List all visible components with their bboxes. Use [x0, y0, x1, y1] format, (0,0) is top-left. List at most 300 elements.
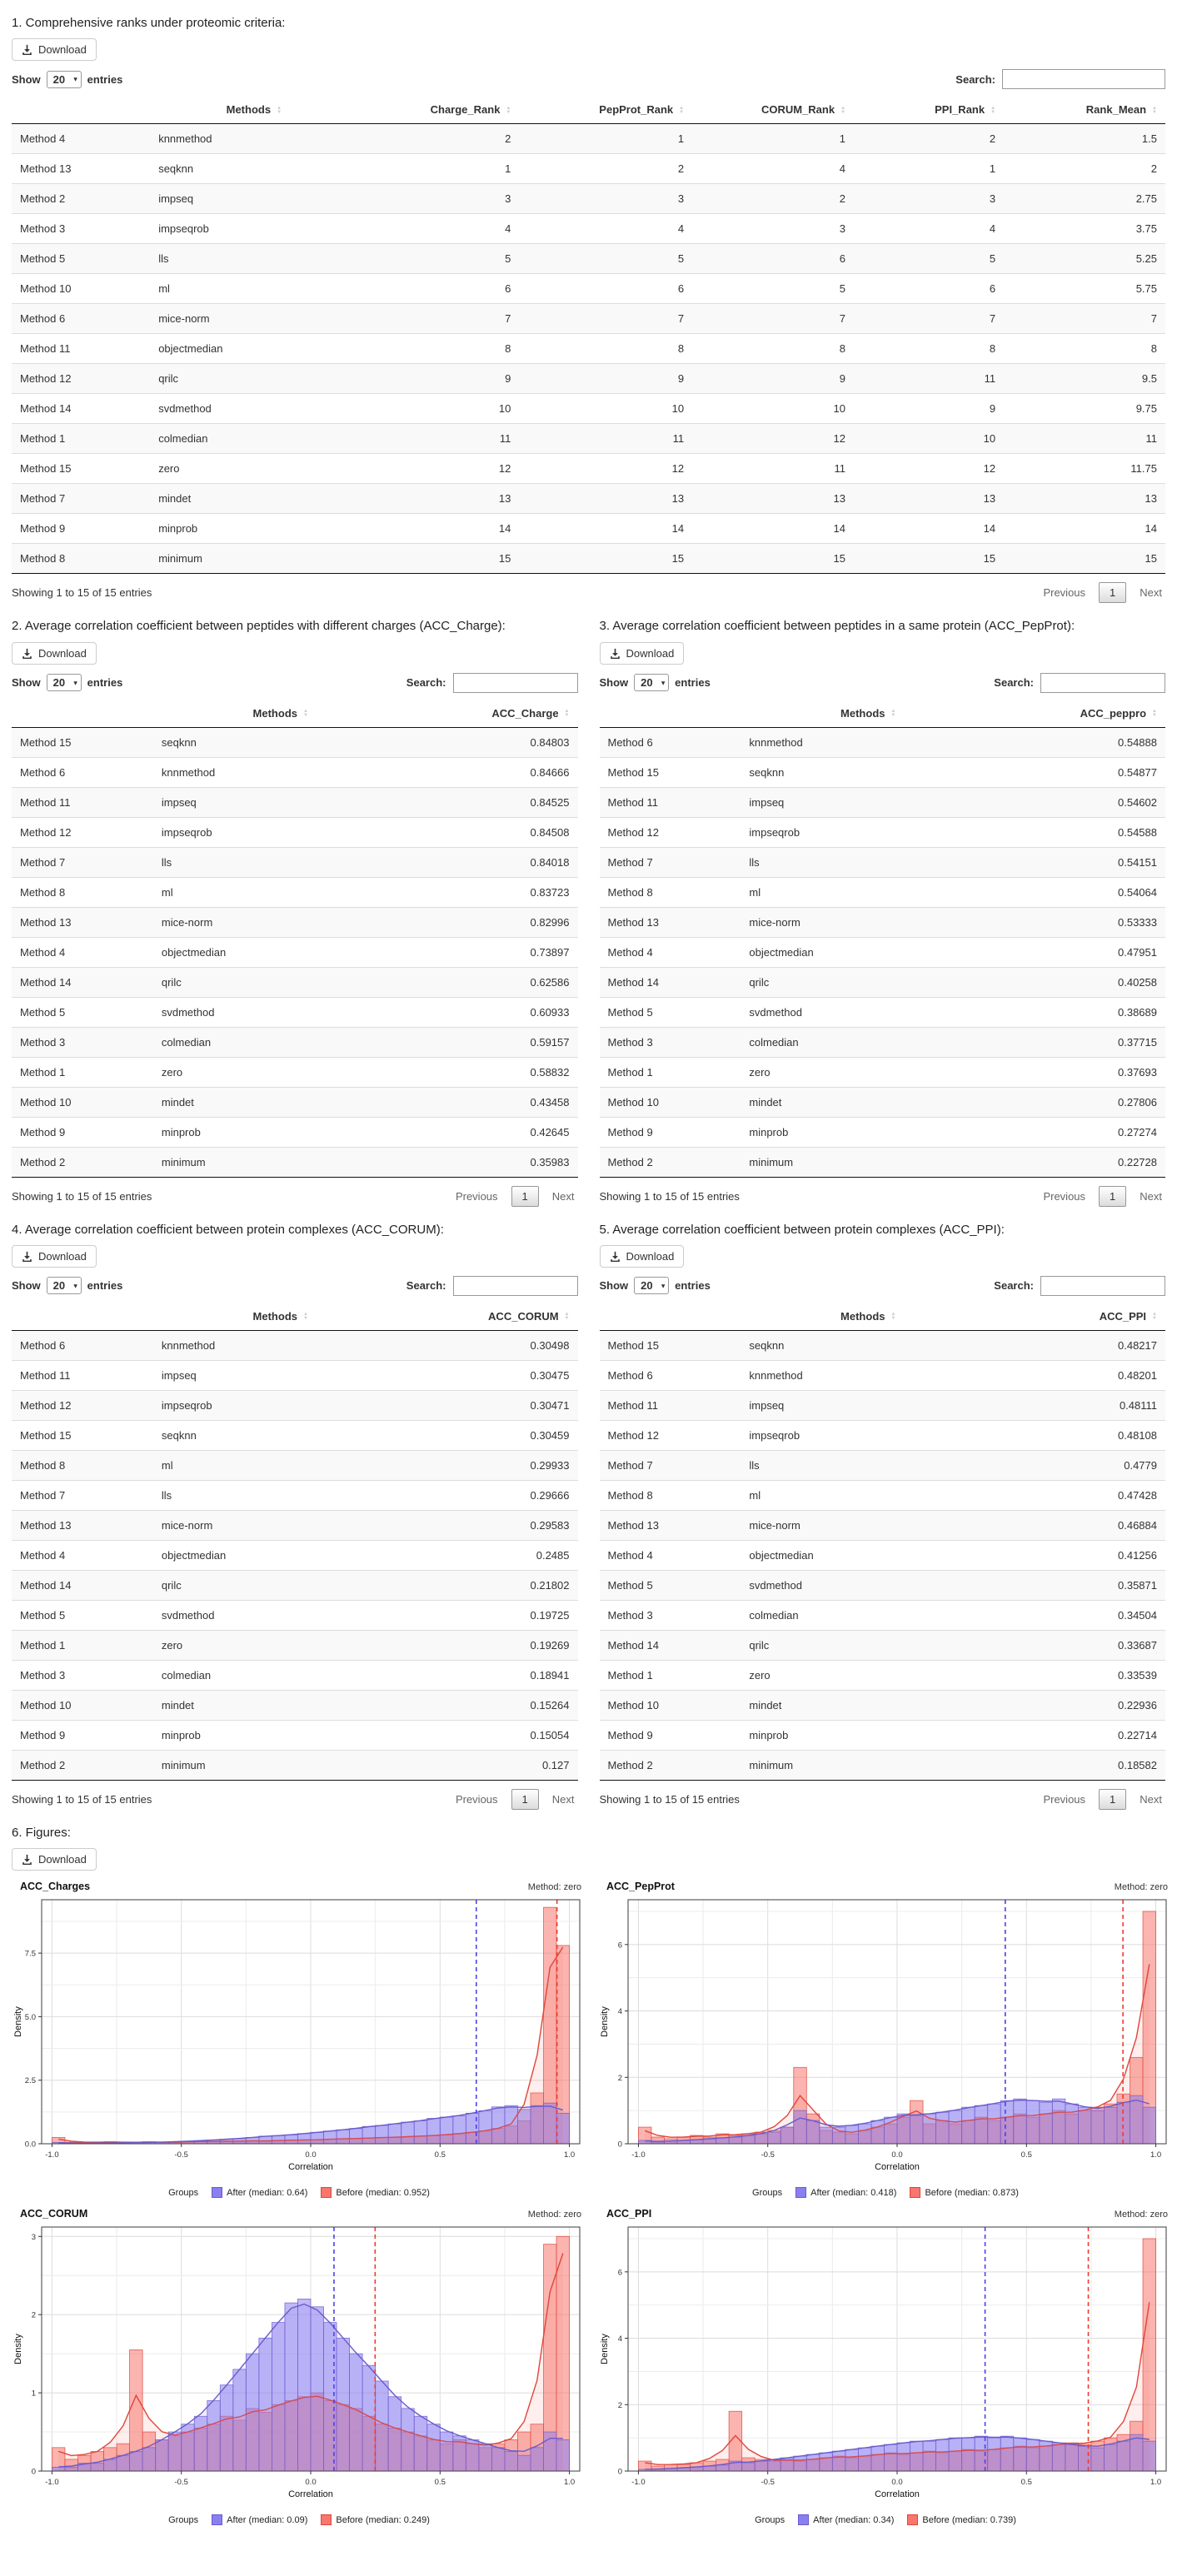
legend-item-after — [212, 2187, 307, 2198]
section-acc-charge — [12, 608, 578, 1211]
search-label: Search: — [994, 1279, 1034, 1293]
row-label-cell: Method 1 — [12, 1057, 153, 1087]
value-cell: 10 — [357, 394, 519, 424]
search-input[interactable] — [453, 1276, 578, 1296]
row-label-cell: Method 10 — [12, 1087, 153, 1117]
method-cell: zero — [153, 1630, 408, 1660]
legend-label: After (median: 0.418) — [810, 2187, 897, 2198]
value-cell: 6 — [692, 244, 854, 274]
value-cell: 7 — [519, 304, 692, 334]
value-cell: 0.27274 — [995, 1117, 1165, 1147]
column-header-corum_rank[interactable] — [692, 96, 854, 124]
svg-text:2: 2 — [31, 2310, 36, 2320]
method-cell: impseq — [153, 787, 408, 817]
row-label-cell: Method 7 — [12, 484, 150, 514]
method-cell: zero — [741, 1660, 995, 1690]
value-cell: 0.38689 — [995, 997, 1165, 1027]
table-info: Showing 1 to 15 of 15 entries — [599, 1792, 740, 1806]
row-label-cell: Method 10 — [12, 274, 150, 304]
value-cell: 0.84018 — [408, 847, 578, 877]
method-cell: mindet — [153, 1690, 408, 1720]
table-row — [600, 1027, 1166, 1057]
y-axis-label: Density — [600, 2006, 610, 2037]
page-size-select[interactable] — [47, 674, 82, 691]
column-header-methods[interactable] — [153, 1303, 408, 1331]
download-button[interactable] — [600, 642, 685, 665]
table-row — [600, 907, 1166, 937]
search-input[interactable] — [453, 673, 578, 693]
column-header-pepprot_rank[interactable] — [519, 96, 692, 124]
method-cell: mice-norm — [741, 907, 995, 937]
column-header-row-label — [12, 96, 150, 124]
column-header-row-label — [600, 1303, 741, 1331]
next-button[interactable]: Next — [551, 1792, 575, 1806]
show-label: Show — [12, 72, 41, 86]
figure-header — [598, 2208, 1173, 2220]
row-label-cell: Method 8 — [600, 1480, 741, 1510]
table-row — [600, 1450, 1166, 1480]
column-header-label: PPI_Rank — [935, 103, 985, 117]
table-controls — [600, 673, 1166, 693]
legend-item-before — [907, 2514, 1016, 2525]
data-table — [600, 700, 1166, 1178]
row-label-cell: Method 5 — [12, 244, 150, 274]
search-label: Search: — [406, 1279, 446, 1293]
value-cell: 0.22714 — [995, 1720, 1165, 1750]
column-header-methods[interactable] — [741, 1303, 995, 1331]
svg-text:0.5: 0.5 — [1020, 2478, 1032, 2487]
column-header-acc_charge[interactable] — [408, 700, 578, 728]
table-row — [12, 1750, 578, 1780]
column-header-acc_ppi[interactable] — [995, 1303, 1165, 1331]
show-label: Show — [12, 676, 41, 689]
legend-swatch-after — [212, 2187, 222, 2198]
table-row — [600, 847, 1166, 877]
figure-method-label: Method: zero — [1114, 1882, 1168, 1892]
table-row — [600, 1600, 1166, 1630]
page-1-button[interactable]: 1 — [1099, 1789, 1126, 1810]
table-row — [12, 1390, 578, 1420]
table-row — [600, 1510, 1166, 1540]
value-cell: 13 — [519, 484, 692, 514]
value-cell: 0.54151 — [995, 847, 1165, 877]
method-cell: seqknn — [741, 1330, 995, 1360]
table-row — [600, 727, 1166, 757]
value-cell: 0.30475 — [408, 1360, 578, 1390]
value-cell: 10 — [692, 394, 854, 424]
value-cell: 2 — [357, 124, 519, 154]
section-title: 1. Comprehensive ranks under proteomic criteria: — [12, 16, 286, 30]
x-axis-label: Correlation — [875, 2489, 920, 2499]
value-cell: 6 — [357, 274, 519, 304]
legend-title: Groups — [755, 2514, 785, 2525]
row-label-cell: Method 1 — [12, 1630, 153, 1660]
method-cell: svdmethod — [153, 997, 408, 1027]
value-cell: 14 — [519, 514, 692, 544]
legend-label: Before (median: 0.249) — [336, 2514, 430, 2525]
value-cell: 8 — [854, 334, 1004, 364]
previous-button[interactable]: Previous — [1043, 1189, 1086, 1203]
value-cell: 1 — [854, 154, 1004, 184]
method-cell: lls — [150, 244, 357, 274]
table-footer — [12, 1781, 578, 1815]
previous-button[interactable]: Previous — [455, 1189, 498, 1203]
svg-text:1: 1 — [31, 2389, 36, 2399]
entries-label: entries — [87, 72, 123, 86]
column-header-label: Methods — [252, 1309, 297, 1323]
table-row — [600, 1117, 1166, 1147]
method-cell: seqknn — [153, 1420, 408, 1450]
value-cell: 2 — [692, 184, 854, 214]
svg-text:1.0: 1.0 — [1150, 2478, 1162, 2487]
svg-text:-1.0: -1.0 — [631, 2150, 646, 2160]
row-label-cell: Method 13 — [12, 907, 153, 937]
next-button[interactable]: Next — [1140, 1189, 1162, 1203]
value-cell: 9.5 — [1004, 364, 1165, 394]
row-label-cell: Method 13 — [12, 154, 150, 184]
column-header-methods[interactable] — [741, 700, 995, 728]
download-button[interactable] — [12, 1245, 97, 1268]
table-row — [12, 1570, 578, 1600]
row-label-cell: Method 14 — [12, 967, 153, 997]
table-row — [12, 454, 1165, 484]
sort-icon: ▲ ▼ — [1152, 1312, 1157, 1322]
sort-icon: ▲ ▼ — [564, 709, 570, 719]
table-row — [600, 877, 1166, 907]
column-header-rank_mean[interactable] — [1004, 96, 1165, 124]
row-label-cell: Method 3 — [12, 1660, 153, 1690]
row-label-cell: Method 6 — [12, 1330, 153, 1360]
svg-text:0.0: 0.0 — [305, 2150, 317, 2160]
table-footer — [12, 574, 1165, 608]
value-cell: 0.37715 — [995, 1027, 1165, 1057]
value-cell: 5 — [692, 274, 854, 304]
table-row — [600, 817, 1166, 847]
sort-icon: ▲ ▼ — [890, 709, 896, 719]
svg-text:-0.5: -0.5 — [761, 2478, 775, 2487]
value-cell: 0.2485 — [408, 1540, 578, 1570]
sort-icon: ▲ ▼ — [303, 1312, 308, 1322]
value-cell: 2 — [854, 124, 1004, 154]
method-cell: impseq — [153, 1360, 408, 1390]
sort-icon: ▲ ▼ — [564, 1312, 570, 1322]
download-icon — [610, 648, 621, 659]
column-header-label: ACC_PPI — [1099, 1309, 1147, 1323]
column-header-label: Charge_Rank — [430, 103, 501, 117]
table-row — [600, 1480, 1166, 1510]
table-row — [12, 334, 1165, 364]
page-size-select[interactable] — [47, 71, 82, 88]
method-cell: knnmethod — [741, 1360, 995, 1390]
value-cell: 0.40258 — [995, 967, 1165, 997]
method-cell: objectmedian — [741, 937, 995, 967]
row-label-cell: Method 7 — [12, 1480, 153, 1510]
method-cell: qrilc — [153, 967, 408, 997]
value-cell: 0.47951 — [995, 937, 1165, 967]
method-cell: minimum — [741, 1750, 995, 1780]
row-label-cell: Method 1 — [600, 1057, 741, 1087]
method-cell: mindet — [741, 1087, 995, 1117]
figure-header — [12, 1881, 586, 1893]
legend-swatch-before — [910, 2187, 920, 2198]
value-cell: 3.75 — [1004, 214, 1165, 244]
table-controls — [600, 1276, 1166, 1296]
legend-swatch-before — [321, 2514, 332, 2525]
svg-text:0.5: 0.5 — [434, 2150, 446, 2160]
select-caret-icon: ▾ — [73, 678, 77, 686]
method-cell: svdmethod — [741, 997, 995, 1027]
row-label-cell: Method 5 — [600, 997, 741, 1027]
sort-icon: ▲ ▼ — [1152, 105, 1157, 115]
figures-download-button[interactable] — [12, 1848, 97, 1871]
value-cell: 13 — [692, 484, 854, 514]
svg-text:0.5: 0.5 — [434, 2478, 446, 2487]
table-row — [12, 1450, 578, 1480]
sort-icon: ▲ ▼ — [890, 1312, 896, 1322]
value-cell: 8 — [1004, 334, 1165, 364]
show-entries — [12, 1277, 122, 1294]
method-cell: impseq — [741, 787, 995, 817]
row-label-cell: Method 12 — [12, 817, 153, 847]
column-header-acc_corum[interactable] — [408, 1303, 578, 1331]
column-header-ppi_rank[interactable] — [854, 96, 1004, 124]
previous-button[interactable]: Previous — [455, 1792, 498, 1806]
value-cell: 12 — [519, 454, 692, 484]
pagination — [452, 1789, 578, 1810]
value-cell: 10 — [519, 394, 692, 424]
column-header-label: Methods — [840, 1309, 885, 1323]
y-axis-label: Density — [13, 2006, 23, 2037]
row-label-cell: Method 1 — [600, 1660, 741, 1690]
download-label: Download — [38, 1853, 87, 1866]
value-cell: 3 — [519, 184, 692, 214]
table-controls — [12, 1276, 578, 1296]
section-figures — [12, 1825, 1168, 2534]
method-cell: minimum — [153, 1750, 408, 1780]
method-cell: minimum — [150, 544, 357, 574]
page-size-wrap — [634, 1277, 669, 1294]
table-row — [12, 184, 1165, 214]
figure-header — [12, 2208, 586, 2220]
value-cell: 8 — [357, 334, 519, 364]
data-table — [12, 96, 1165, 574]
column-header-methods[interactable] — [150, 96, 357, 124]
method-cell: impseqrob — [741, 1420, 995, 1450]
pagination — [1040, 1789, 1165, 1810]
table-row — [12, 1690, 578, 1720]
value-cell: 1 — [357, 154, 519, 184]
value-cell: 15 — [1004, 544, 1165, 574]
row-label-cell: Method 3 — [600, 1027, 741, 1057]
value-cell: 0.15264 — [408, 1690, 578, 1720]
method-cell: objectmedian — [153, 1540, 408, 1570]
value-cell: 0.43458 — [408, 1087, 578, 1117]
column-header-label: Methods — [226, 103, 272, 117]
table-row — [12, 1147, 578, 1177]
value-cell: 0.30471 — [408, 1390, 578, 1420]
legend-swatch-before — [907, 2514, 918, 2525]
value-cell: 5.75 — [1004, 274, 1165, 304]
row-label-cell: Method 15 — [600, 1330, 741, 1360]
column-header-charge_rank[interactable] — [357, 96, 519, 124]
figure-legend — [12, 2187, 586, 2198]
search-control — [406, 673, 578, 693]
value-cell: 0.58832 — [408, 1057, 578, 1087]
value-cell: 0.22728 — [995, 1147, 1165, 1177]
svg-text:0.0: 0.0 — [891, 2478, 903, 2487]
table-row — [600, 937, 1166, 967]
next-button[interactable]: Next — [1140, 586, 1162, 600]
table-row — [12, 1720, 578, 1750]
table-row — [12, 757, 578, 787]
value-cell: 9 — [357, 364, 519, 394]
page-1-button[interactable]: 1 — [511, 1789, 539, 1810]
next-button[interactable]: Next — [1140, 1792, 1162, 1806]
value-cell: 5 — [357, 244, 519, 274]
svg-text:6: 6 — [617, 2268, 622, 2278]
value-cell: 6 — [519, 274, 692, 304]
table-info: Showing 1 to 15 of 15 entries — [12, 1792, 152, 1806]
table-row — [600, 787, 1166, 817]
table-row — [12, 394, 1165, 424]
row-label-cell: Method 4 — [600, 1540, 741, 1570]
column-header-label: ACC_Charge — [491, 706, 559, 720]
page-1-button[interactable]: 1 — [1099, 582, 1126, 603]
row-label-cell: Method 10 — [600, 1690, 741, 1720]
value-cell: 0.127 — [408, 1750, 578, 1780]
legend-title: Groups — [752, 2187, 783, 2198]
method-cell: colmedian — [741, 1600, 995, 1630]
row-label-cell: Method 1 — [12, 424, 150, 454]
legend-title: Groups — [168, 2514, 199, 2525]
select-caret-icon: ▾ — [661, 1282, 666, 1290]
column-header-acc_peppro[interactable] — [995, 700, 1165, 728]
method-cell: seqknn — [153, 727, 408, 757]
search-control — [994, 673, 1165, 693]
download-icon — [22, 1251, 32, 1262]
value-cell: 0.33539 — [995, 1660, 1165, 1690]
value-cell: 0.22936 — [995, 1690, 1165, 1720]
row-label-cell: Method 5 — [12, 997, 153, 1027]
legend-item-before — [321, 2187, 430, 2198]
svg-text:2: 2 — [617, 2073, 622, 2083]
download-icon — [22, 648, 32, 659]
method-cell: minprob — [741, 1720, 995, 1750]
row-label-cell: Method 14 — [12, 1570, 153, 1600]
method-cell: lls — [153, 1480, 408, 1510]
pagination — [1040, 1186, 1165, 1207]
value-cell: 0.54588 — [995, 817, 1165, 847]
value-cell: 4 — [357, 214, 519, 244]
table-row — [12, 244, 1165, 274]
table-row — [600, 1087, 1166, 1117]
column-header-methods[interactable] — [153, 700, 408, 728]
legend-label: After (median: 0.64) — [227, 2187, 308, 2198]
method-cell: minprob — [150, 514, 357, 544]
y-axis-label: Density — [13, 2334, 23, 2364]
row-label-cell: Method 4 — [12, 1540, 153, 1570]
table-row — [12, 727, 578, 757]
previous-button[interactable]: Previous — [1043, 586, 1086, 600]
search-input[interactable] — [1040, 673, 1165, 693]
svg-text:-0.5: -0.5 — [174, 2150, 188, 2160]
method-cell: lls — [741, 847, 995, 877]
value-cell: 3 — [357, 184, 519, 214]
column-header-label: ACC_CORUM — [488, 1309, 559, 1323]
table-row — [600, 1390, 1166, 1420]
search-input[interactable] — [1040, 1276, 1165, 1296]
method-cell: mice-norm — [150, 304, 357, 334]
table-row — [600, 1360, 1166, 1390]
value-cell: 0.35871 — [995, 1570, 1165, 1600]
method-cell: seqknn — [150, 154, 357, 184]
figure-method-label: Method: zero — [1114, 2210, 1168, 2220]
download-button[interactable] — [12, 642, 97, 665]
table-row — [12, 304, 1165, 334]
value-cell: 6 — [854, 274, 1004, 304]
table-row — [12, 967, 578, 997]
header-row — [12, 96, 1165, 124]
figure-method-label: Method: zero — [527, 1882, 581, 1892]
svg-text:4: 4 — [617, 2334, 622, 2344]
table-footer — [600, 1781, 1166, 1815]
figure-panel-acc_corum — [12, 2208, 586, 2534]
svg-text:0: 0 — [617, 2467, 622, 2477]
row-label-cell: Method 7 — [12, 847, 153, 877]
svg-text:0: 0 — [617, 2140, 622, 2150]
value-cell: 5 — [854, 244, 1004, 274]
value-cell: 10 — [854, 424, 1004, 454]
legend-swatch-after — [798, 2514, 809, 2525]
table-row — [12, 1360, 578, 1390]
page-1-button[interactable]: 1 — [1099, 1186, 1126, 1207]
value-cell: 0.54602 — [995, 787, 1165, 817]
figure-title: ACC_PepProt — [606, 1881, 675, 1892]
table-row — [12, 1087, 578, 1117]
previous-button[interactable]: Previous — [1043, 1792, 1086, 1806]
page-1-button[interactable]: 1 — [511, 1186, 539, 1207]
select-caret-icon: ▾ — [73, 75, 77, 83]
row-sections-4-5 — [12, 1212, 1165, 1815]
table-row — [12, 274, 1165, 304]
row-label-cell: Method 9 — [12, 514, 150, 544]
table-row — [600, 997, 1166, 1027]
method-cell: objectmedian — [150, 334, 357, 364]
row-label-cell: Method 11 — [12, 1360, 153, 1390]
svg-text:5.0: 5.0 — [24, 2012, 36, 2022]
row-label-cell: Method 6 — [12, 304, 150, 334]
legend-item-after — [795, 2187, 896, 2198]
search-input[interactable] — [1002, 69, 1165, 89]
section-title: 5. Average correlation coefficient between protein complexes (ACC_PPI): — [599, 1222, 1005, 1237]
row-label-cell: Method 12 — [600, 1420, 741, 1450]
method-cell: zero — [153, 1057, 408, 1087]
page-size-select[interactable] — [634, 1277, 669, 1294]
download-button[interactable] — [12, 38, 97, 61]
download-button[interactable] — [600, 1245, 685, 1268]
page-size-select[interactable] — [634, 674, 669, 691]
page-size-select[interactable] — [47, 1277, 82, 1294]
figure-title: ACC_Charges — [20, 1881, 91, 1892]
show-label: Show — [12, 1279, 41, 1293]
column-header-row-label — [600, 700, 741, 728]
row-label-cell: Method 6 — [600, 1360, 741, 1390]
method-cell: ml — [741, 877, 995, 907]
table-row — [12, 214, 1165, 244]
next-button[interactable]: Next — [551, 1189, 575, 1203]
select-caret-icon: ▾ — [73, 1282, 77, 1290]
column-header-label: Methods — [840, 706, 885, 720]
